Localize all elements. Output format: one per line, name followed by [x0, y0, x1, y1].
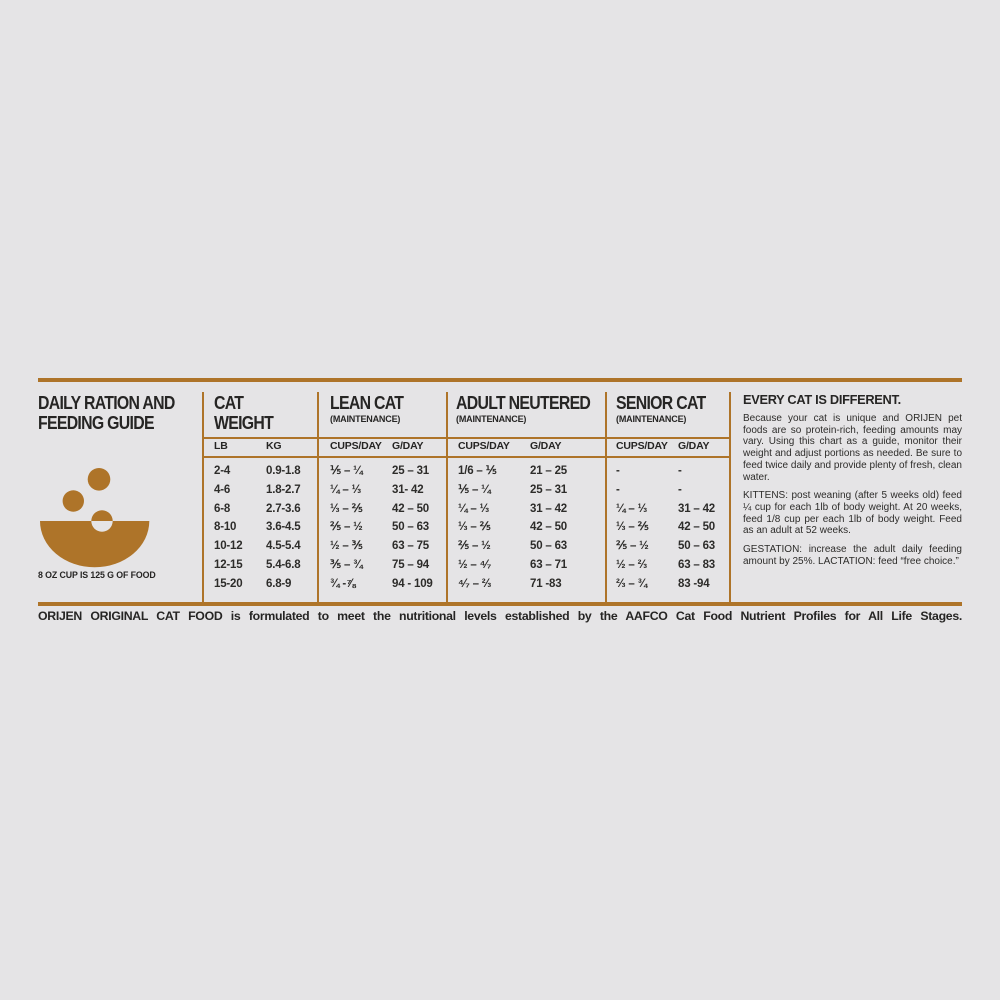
- cell-senior-g: 31 – 42: [678, 502, 715, 515]
- table-divider-4: [605, 392, 607, 603]
- cell-adult-g: 21 – 25: [530, 465, 567, 477]
- cell-adult-cups: ⅖ – ½: [458, 540, 491, 553]
- cell-adult-cups: ¼ – ⅓: [458, 502, 489, 515]
- cell-senior-g: 83 -94: [678, 577, 710, 590]
- table-divider-1: [202, 392, 204, 603]
- column-senior-cups-values: [616, 462, 649, 594]
- column-title-lean-cat: LEAN CAT: [330, 393, 404, 413]
- column-senior-g-values: [678, 462, 715, 594]
- cell-lean-cups: ⅗ – ¾: [330, 558, 363, 571]
- cell-adult-g: 42 – 50: [530, 521, 567, 534]
- page-title: [38, 393, 175, 433]
- cell-lean-g: 42 – 50: [392, 502, 429, 515]
- senior-cat-subtitle: (MAINTENANCE): [616, 414, 687, 425]
- cell-senior-cups: -: [616, 465, 620, 477]
- info-paragraph-gestation: GESTATION: increase the adult daily feeding amount by 25%. LACTATION: feed “free choice.”: [743, 544, 962, 567]
- cell-lean-cups: ½ – ⅗: [330, 540, 363, 553]
- table-divider-2: [317, 392, 319, 603]
- cell-lb: 4-6: [214, 483, 231, 496]
- cell-kg: 1.8-2.7: [266, 483, 301, 496]
- cell-senior-cups: ⅓ – ⅖: [616, 521, 649, 534]
- column-lb-values: [214, 462, 242, 594]
- table-divider-3: [446, 392, 448, 603]
- cell-senior-g: -: [678, 465, 682, 477]
- cell-lean-cups: ¾ -⅞: [330, 577, 356, 590]
- header-lb: LB: [214, 440, 228, 452]
- header-adult-g: G/DAY: [530, 440, 562, 452]
- cell-senior-g: -: [678, 483, 682, 496]
- info-column: [743, 392, 962, 574]
- cell-kg: 5.4-6.8: [266, 558, 301, 571]
- cell-adult-cups: ½ – ⁴⁄₇: [458, 558, 492, 571]
- info-heading: EVERY CAT IS DIFFERENT.: [743, 392, 901, 407]
- cell-lean-cups: ⅖ – ½: [330, 521, 363, 534]
- cell-lb: 2-4: [214, 465, 231, 477]
- cell-lean-g: 25 – 31: [392, 465, 429, 477]
- cell-kg: 2.7-3.6: [266, 502, 301, 515]
- column-adult-g-values: [530, 462, 567, 594]
- cell-kg: 6.8-9: [266, 577, 292, 590]
- adult-neutered-subtitle: (MAINTENANCE): [456, 414, 527, 425]
- cell-adult-g: 25 – 31: [530, 483, 567, 496]
- cell-senior-g: 63 – 83: [678, 558, 715, 571]
- cell-lean-g: 50 – 63: [392, 521, 429, 534]
- header-lean-g: G/DAY: [392, 440, 424, 452]
- table-header-rule-bottom: [202, 456, 730, 458]
- cell-lean-cups: ¼ – ⅓: [330, 483, 361, 496]
- cell-senior-cups: ⅖ – ½: [616, 540, 649, 553]
- header-senior-g: G/DAY: [678, 440, 710, 452]
- cell-adult-cups: ⅕ – ¼: [458, 483, 491, 496]
- cell-lean-cups: ⅓ – ⅖: [330, 502, 363, 515]
- cell-lean-g: 94 - 109: [392, 577, 433, 590]
- cell-adult-g: 50 – 63: [530, 540, 567, 553]
- cell-lean-g: 63 – 75: [392, 540, 429, 553]
- page-title-line2: FEEDING GUIDE: [38, 413, 154, 433]
- cell-senior-g: 50 – 63: [678, 540, 715, 553]
- table-header-rule-top: [202, 437, 730, 439]
- cell-adult-cups: 1/6 – ⅕: [458, 465, 497, 477]
- column-adult-cups-values: [458, 462, 497, 594]
- column-lean-cups-values: [330, 462, 363, 594]
- lean-cat-subtitle: (MAINTENANCE): [330, 414, 401, 425]
- cell-lb: 10-12: [214, 540, 243, 553]
- table-divider-5: [729, 392, 731, 603]
- cell-senior-cups: ½ – ⅔: [616, 558, 647, 571]
- header-adult-cups: CUPS/DAY: [458, 440, 510, 452]
- cell-lb: 15-20: [214, 577, 243, 590]
- bowl-kibble-icon: [35, 456, 155, 574]
- cell-senior-g: 42 – 50: [678, 521, 715, 534]
- cell-lb: 6-8: [214, 502, 231, 515]
- cat-weight-line2: WEIGHT: [214, 413, 274, 433]
- cell-kg: 4.5-5.4: [266, 540, 301, 553]
- cell-kg: 3.6-4.5: [266, 521, 301, 534]
- column-kg-values: [266, 462, 300, 594]
- cell-senior-cups: ¼ – ⅓: [616, 502, 647, 515]
- cell-lb: 8-10: [214, 521, 237, 534]
- cell-lean-cups: ⅕ – ¼: [330, 465, 363, 477]
- cell-adult-g: 31 – 42: [530, 502, 567, 515]
- cell-senior-cups: -: [616, 483, 620, 496]
- cat-weight-line1: CAT: [214, 393, 244, 413]
- cell-adult-cups: ⁴⁄₇ – ⅔: [458, 577, 492, 590]
- bottom-rule: [38, 602, 962, 606]
- cell-adult-cups: ⅓ – ⅖: [458, 521, 491, 534]
- header-kg: KG: [266, 440, 282, 452]
- cell-adult-g: 71 -83: [530, 577, 562, 590]
- cell-lean-g: 31- 42: [392, 483, 424, 496]
- cup-note: 8 OZ CUP IS 125 G OF FOOD: [38, 570, 156, 580]
- aafco-statement: ORIJEN ORIGINAL CAT FOOD is formulated to meet the nutritional levels established by the AAFCO Cat Food Nutrient Profiles for All Life Stages.: [38, 609, 962, 623]
- top-rule: [38, 378, 962, 382]
- cell-adult-g: 63 – 71: [530, 558, 567, 571]
- column-title-adult-neutered: ADULT NEUTERED: [456, 393, 591, 413]
- page-title-line1: DAILY RATION AND: [38, 393, 175, 413]
- header-senior-cups: CUPS/DAY: [616, 440, 668, 452]
- cell-lb: 12-15: [214, 558, 243, 571]
- info-paragraph-kittens: KITTENS: post weaning (after 5 weeks old) feed ¼ cup for each 1lb of body weight. At 20 weeks, feed 1/8 cup per each 1lb of body weight. Feed as an adult at 52 weeks.: [743, 490, 962, 537]
- column-title-cat-weight: [214, 393, 273, 433]
- cell-kg: 0.9-1.8: [266, 465, 301, 477]
- cell-lean-g: 75 – 94: [392, 558, 429, 571]
- info-paragraph-general: Because your cat is unique and ORIJEN pet foods are so protein-rich, feeding amounts may vary. Using this chart as a guide, monitor their weight and adjust portions as needed. Be sure to feed twice daily and provide plenty of fresh, clean water.: [743, 413, 962, 483]
- cell-senior-cups: ⅔ – ¾: [616, 577, 647, 590]
- header-lean-cups: CUPS/DAY: [330, 440, 382, 452]
- column-title-senior-cat: SENIOR CAT: [616, 393, 706, 413]
- column-lean-g-values: [392, 462, 433, 594]
